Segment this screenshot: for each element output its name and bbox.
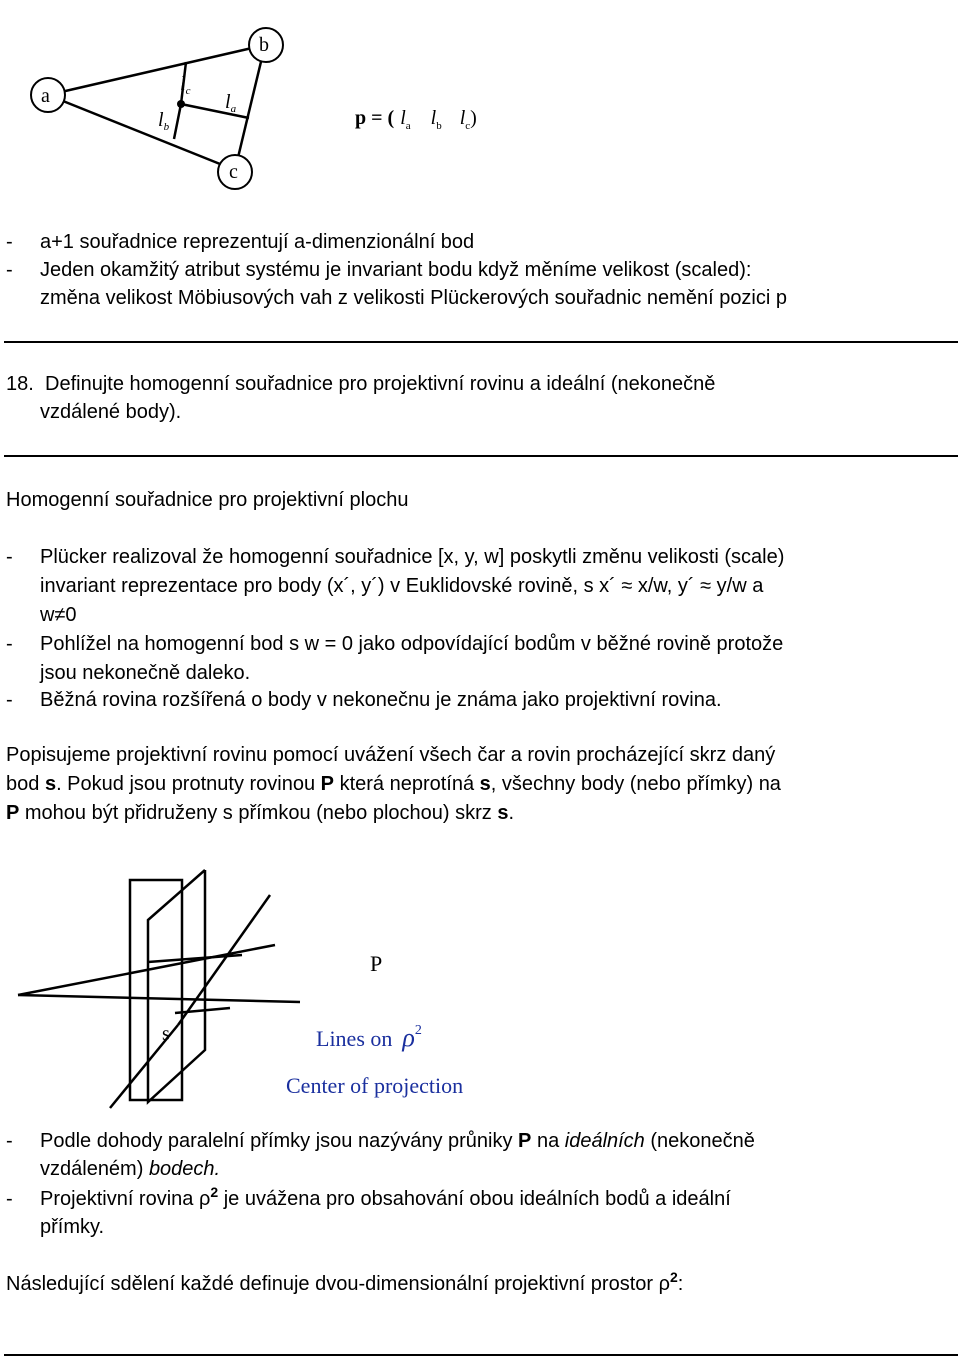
label-lc: $l_c$ <box>180 73 191 97</box>
final-statement: Následující sdělení každé definuje dvou-dimensionální projektivní prostor $\rho^2$: <box>6 1269 684 1295</box>
node-b-label: b <box>259 34 269 56</box>
node-c-label: c <box>229 161 238 183</box>
center-point <box>177 100 185 108</box>
label-P: P <box>370 951 383 976</box>
label-lb: $l_b$ <box>158 109 170 133</box>
paragraph-line-1: Popisujeme projektivní rovinu pomocí uvážení všech čar a rovin procházející skrz daný <box>6 744 776 766</box>
projection-diagram <box>0 850 500 1110</box>
triangle-diagram <box>0 0 520 200</box>
paragraph-line-2: bod s. Pokud jsou protnuty rovinou P která neprotíná s, všechny body (nebo přímky) na <box>6 773 781 795</box>
divider-bottom <box>4 455 958 457</box>
section-heading: Homogenní souřadnice pro projektivní plochu <box>6 489 409 511</box>
divider-end <box>4 1354 958 1356</box>
center-of-projection-label: Center of projection <box>286 1073 464 1098</box>
paragraph-line-3: P mohou být přidruženy s přímkou (nebo plochou) skrz s. <box>6 802 515 824</box>
node-a-label: a <box>41 85 50 107</box>
label-s: s <box>162 1023 170 1045</box>
lines-on-label: Lines on $\rho^2$ <box>316 1023 422 1052</box>
label-la: $l_a$ <box>225 91 237 115</box>
divider-top <box>4 341 958 343</box>
formula: p = ( $l_a$ $l_b$ $l_c$) <box>355 107 477 132</box>
